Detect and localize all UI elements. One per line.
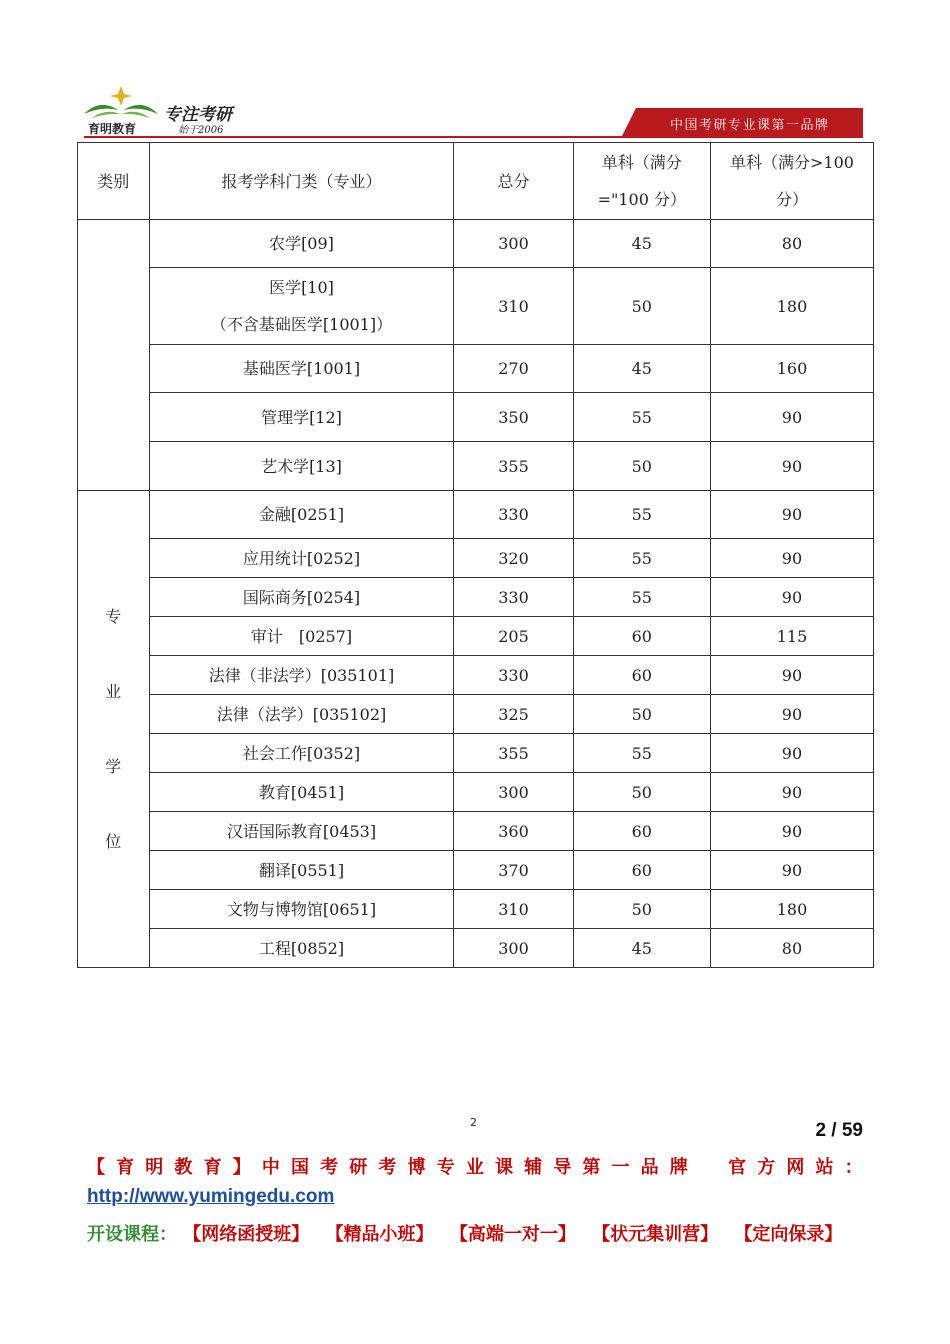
promo-char: 网 <box>786 1157 805 1178</box>
cell-single-over-100: 90 <box>710 491 873 539</box>
cell-subject: 社会工作[0352] <box>149 734 454 773</box>
cell-single-over-100: 90 <box>710 578 873 617</box>
cell-single-100: 60 <box>573 812 710 851</box>
table-row <box>78 890 874 929</box>
table-row <box>78 220 874 268</box>
cell-subject: 文物与博物馆[0651] <box>149 890 454 929</box>
header-single-100 <box>573 143 710 220</box>
cell-total: 320 <box>454 539 573 578</box>
cell-subject <box>149 268 454 345</box>
category-char: 专 <box>105 607 122 626</box>
score-table <box>77 142 874 968</box>
page-number: 2 <box>470 1116 477 1129</box>
cell-total: 205 <box>454 617 573 656</box>
promo-char: 【 <box>87 1157 105 1178</box>
cell-subject: 农学[09] <box>149 220 454 268</box>
cell-single-over-100: 90 <box>710 539 873 578</box>
courses-label: 开设课程： <box>87 1224 177 1245</box>
header-single-100-line1: 单科（满分 <box>601 153 682 172</box>
promo-char: 考 <box>378 1157 397 1178</box>
promo-char: 专 <box>436 1157 455 1178</box>
cell-single-100: 45 <box>573 929 710 968</box>
cell-single-over-100: 90 <box>710 851 873 890</box>
cell-single-over-100: 180 <box>710 890 873 929</box>
promo-char: 考 <box>320 1157 339 1178</box>
promo-char: 教 <box>174 1157 193 1178</box>
page-count: 2 / 59 <box>815 1120 863 1141</box>
table-header-row <box>78 143 874 220</box>
cell-single-100: 60 <box>573 851 710 890</box>
table-row <box>78 268 874 345</box>
cell-single-100: 55 <box>573 393 710 442</box>
cell-total: 330 <box>454 491 573 539</box>
table-row <box>78 393 874 442</box>
logo <box>82 84 252 134</box>
cell-single-100: 55 <box>573 539 710 578</box>
cell-subject: 翻译[0551] <box>149 851 454 890</box>
cell-single-100: 55 <box>573 578 710 617</box>
promo-char: 国 <box>290 1157 309 1178</box>
cell-single-over-100: 80 <box>710 220 873 268</box>
cell-total: 300 <box>454 773 573 812</box>
promo-char: 育 <box>116 1157 135 1178</box>
course-item: 【状元集训营】 <box>592 1224 719 1245</box>
cell-subject-line2: （不含基础医学[1001]） <box>210 315 393 334</box>
promo-char: 品 <box>640 1157 659 1178</box>
course-item: 【精品小班】 <box>325 1224 434 1245</box>
cell-single-100: 55 <box>573 491 710 539</box>
cell-total: 300 <box>454 929 573 968</box>
cell-single-100: 50 <box>573 773 710 812</box>
category-cell-professional <box>78 491 150 968</box>
cell-single-100: 45 <box>573 345 710 393</box>
header-total: 总分 <box>454 143 573 220</box>
category-cell-academic <box>78 220 150 491</box>
cell-single-over-100: 90 <box>710 442 873 491</box>
header-single-over-100-line1: 单科（满分>100 <box>730 153 854 172</box>
course-item: 【高端一对一】 <box>449 1224 576 1245</box>
logo-name: 育明教育 <box>88 122 137 136</box>
table-row <box>78 539 874 578</box>
cell-subject: 法律（法学）[035102] <box>149 695 454 734</box>
courses-line <box>87 1220 852 1246</box>
promo-char: 导 <box>553 1157 572 1178</box>
cell-single-over-100: 160 <box>710 345 873 393</box>
cell-single-100: 50 <box>573 268 710 345</box>
cell-subject: 国际商务[0254] <box>149 578 454 617</box>
cell-single-100: 60 <box>573 656 710 695</box>
cell-subject: 审计 [0257] <box>149 617 454 656</box>
category-char: 业 <box>105 682 122 701</box>
promo-char: ： <box>844 1157 863 1178</box>
cell-single-100: 50 <box>573 890 710 929</box>
cell-total: 355 <box>454 442 573 491</box>
promo-char: 方 <box>757 1157 776 1178</box>
table-row <box>78 695 874 734</box>
promo-char: 业 <box>465 1157 484 1178</box>
promo-char: 育 <box>203 1157 222 1178</box>
promo-char: 课 <box>494 1157 513 1178</box>
cell-total: 300 <box>454 220 573 268</box>
promo-char: 】 <box>232 1157 251 1178</box>
logo-since: 始于2006 <box>178 125 224 136</box>
table-row <box>78 734 874 773</box>
cell-subject: 汉语国际教育[0453] <box>149 812 454 851</box>
cell-subject: 工程[0852] <box>149 929 454 968</box>
table-row <box>78 656 874 695</box>
promo-char <box>699 1153 717 1179</box>
cell-subject: 金融[0251] <box>149 491 454 539</box>
cell-single-100: 55 <box>573 734 710 773</box>
cell-subject: 艺术学[13] <box>149 442 454 491</box>
cell-total: 330 <box>454 656 573 695</box>
promo-char: 一 <box>611 1157 630 1178</box>
table-row <box>78 929 874 968</box>
promo-char: 牌 <box>669 1157 688 1178</box>
promo-char: 辅 <box>524 1157 543 1178</box>
cell-total: 325 <box>454 695 573 734</box>
header-single-over-100-line2: 分） <box>775 190 808 209</box>
cell-subject: 教育[0451] <box>149 773 454 812</box>
cell-total: 360 <box>454 812 573 851</box>
cell-subject: 管理学[12] <box>149 393 454 442</box>
website-link[interactable]: http://www.yumingedu.com <box>87 1186 335 1207</box>
cell-single-over-100: 90 <box>710 812 873 851</box>
cell-total: 310 <box>454 268 573 345</box>
cell-subject: 法律（非法学）[035101] <box>149 656 454 695</box>
cell-subject: 应用统计[0252] <box>149 539 454 578</box>
category-char: 学 <box>105 757 122 776</box>
table-row <box>78 773 874 812</box>
table-row <box>78 578 874 617</box>
cell-total: 350 <box>454 393 573 442</box>
table-row <box>78 345 874 393</box>
cell-single-100: 50 <box>573 695 710 734</box>
header-single-100-line2: ="100 分） <box>597 190 686 209</box>
table-row <box>78 442 874 491</box>
cell-single-over-100: 90 <box>710 734 873 773</box>
table-row <box>78 812 874 851</box>
table-row <box>78 617 874 656</box>
category-char: 位 <box>105 832 122 851</box>
cell-single-over-100: 90 <box>710 773 873 812</box>
promo-char: 研 <box>349 1157 368 1178</box>
course-item: 【网络函授班】 <box>183 1224 310 1245</box>
logo-slogan: 专注考研 <box>164 105 232 125</box>
cell-single-100: 50 <box>573 442 710 491</box>
promo-char: 站 <box>815 1157 834 1178</box>
course-item: 【定向保录】 <box>734 1224 843 1245</box>
header-category: 类别 <box>78 143 150 220</box>
cell-total: 370 <box>454 851 573 890</box>
promo-char: 第 <box>582 1157 601 1178</box>
header-divider <box>84 136 863 138</box>
cell-single-over-100: 80 <box>710 929 873 968</box>
banner-text: 中国考研专业课第一品牌 <box>670 118 830 133</box>
header-subject: 报考学科门类（专业） <box>149 143 454 220</box>
cell-single-100: 60 <box>573 617 710 656</box>
promo-char: 明 <box>145 1157 164 1178</box>
header-single-over-100 <box>710 143 873 220</box>
cell-total: 270 <box>454 345 573 393</box>
cell-subject-line1: 医学[10] <box>269 278 334 297</box>
table-row <box>78 491 874 539</box>
cell-single-over-100: 115 <box>710 617 873 656</box>
cell-single-over-100: 180 <box>710 268 873 345</box>
cell-single-over-100: 90 <box>710 695 873 734</box>
cell-total: 355 <box>454 734 573 773</box>
cell-total: 310 <box>454 890 573 929</box>
promo-line <box>87 1153 863 1179</box>
cell-single-over-100: 90 <box>710 656 873 695</box>
promo-char: 中 <box>261 1157 280 1178</box>
cell-single-over-100: 90 <box>710 393 873 442</box>
cell-total: 330 <box>454 578 573 617</box>
cell-subject: 基础医学[1001] <box>149 345 454 393</box>
cell-single-100: 45 <box>573 220 710 268</box>
promo-char: 官 <box>728 1157 747 1178</box>
table-row <box>78 851 874 890</box>
promo-char: 博 <box>407 1157 426 1178</box>
